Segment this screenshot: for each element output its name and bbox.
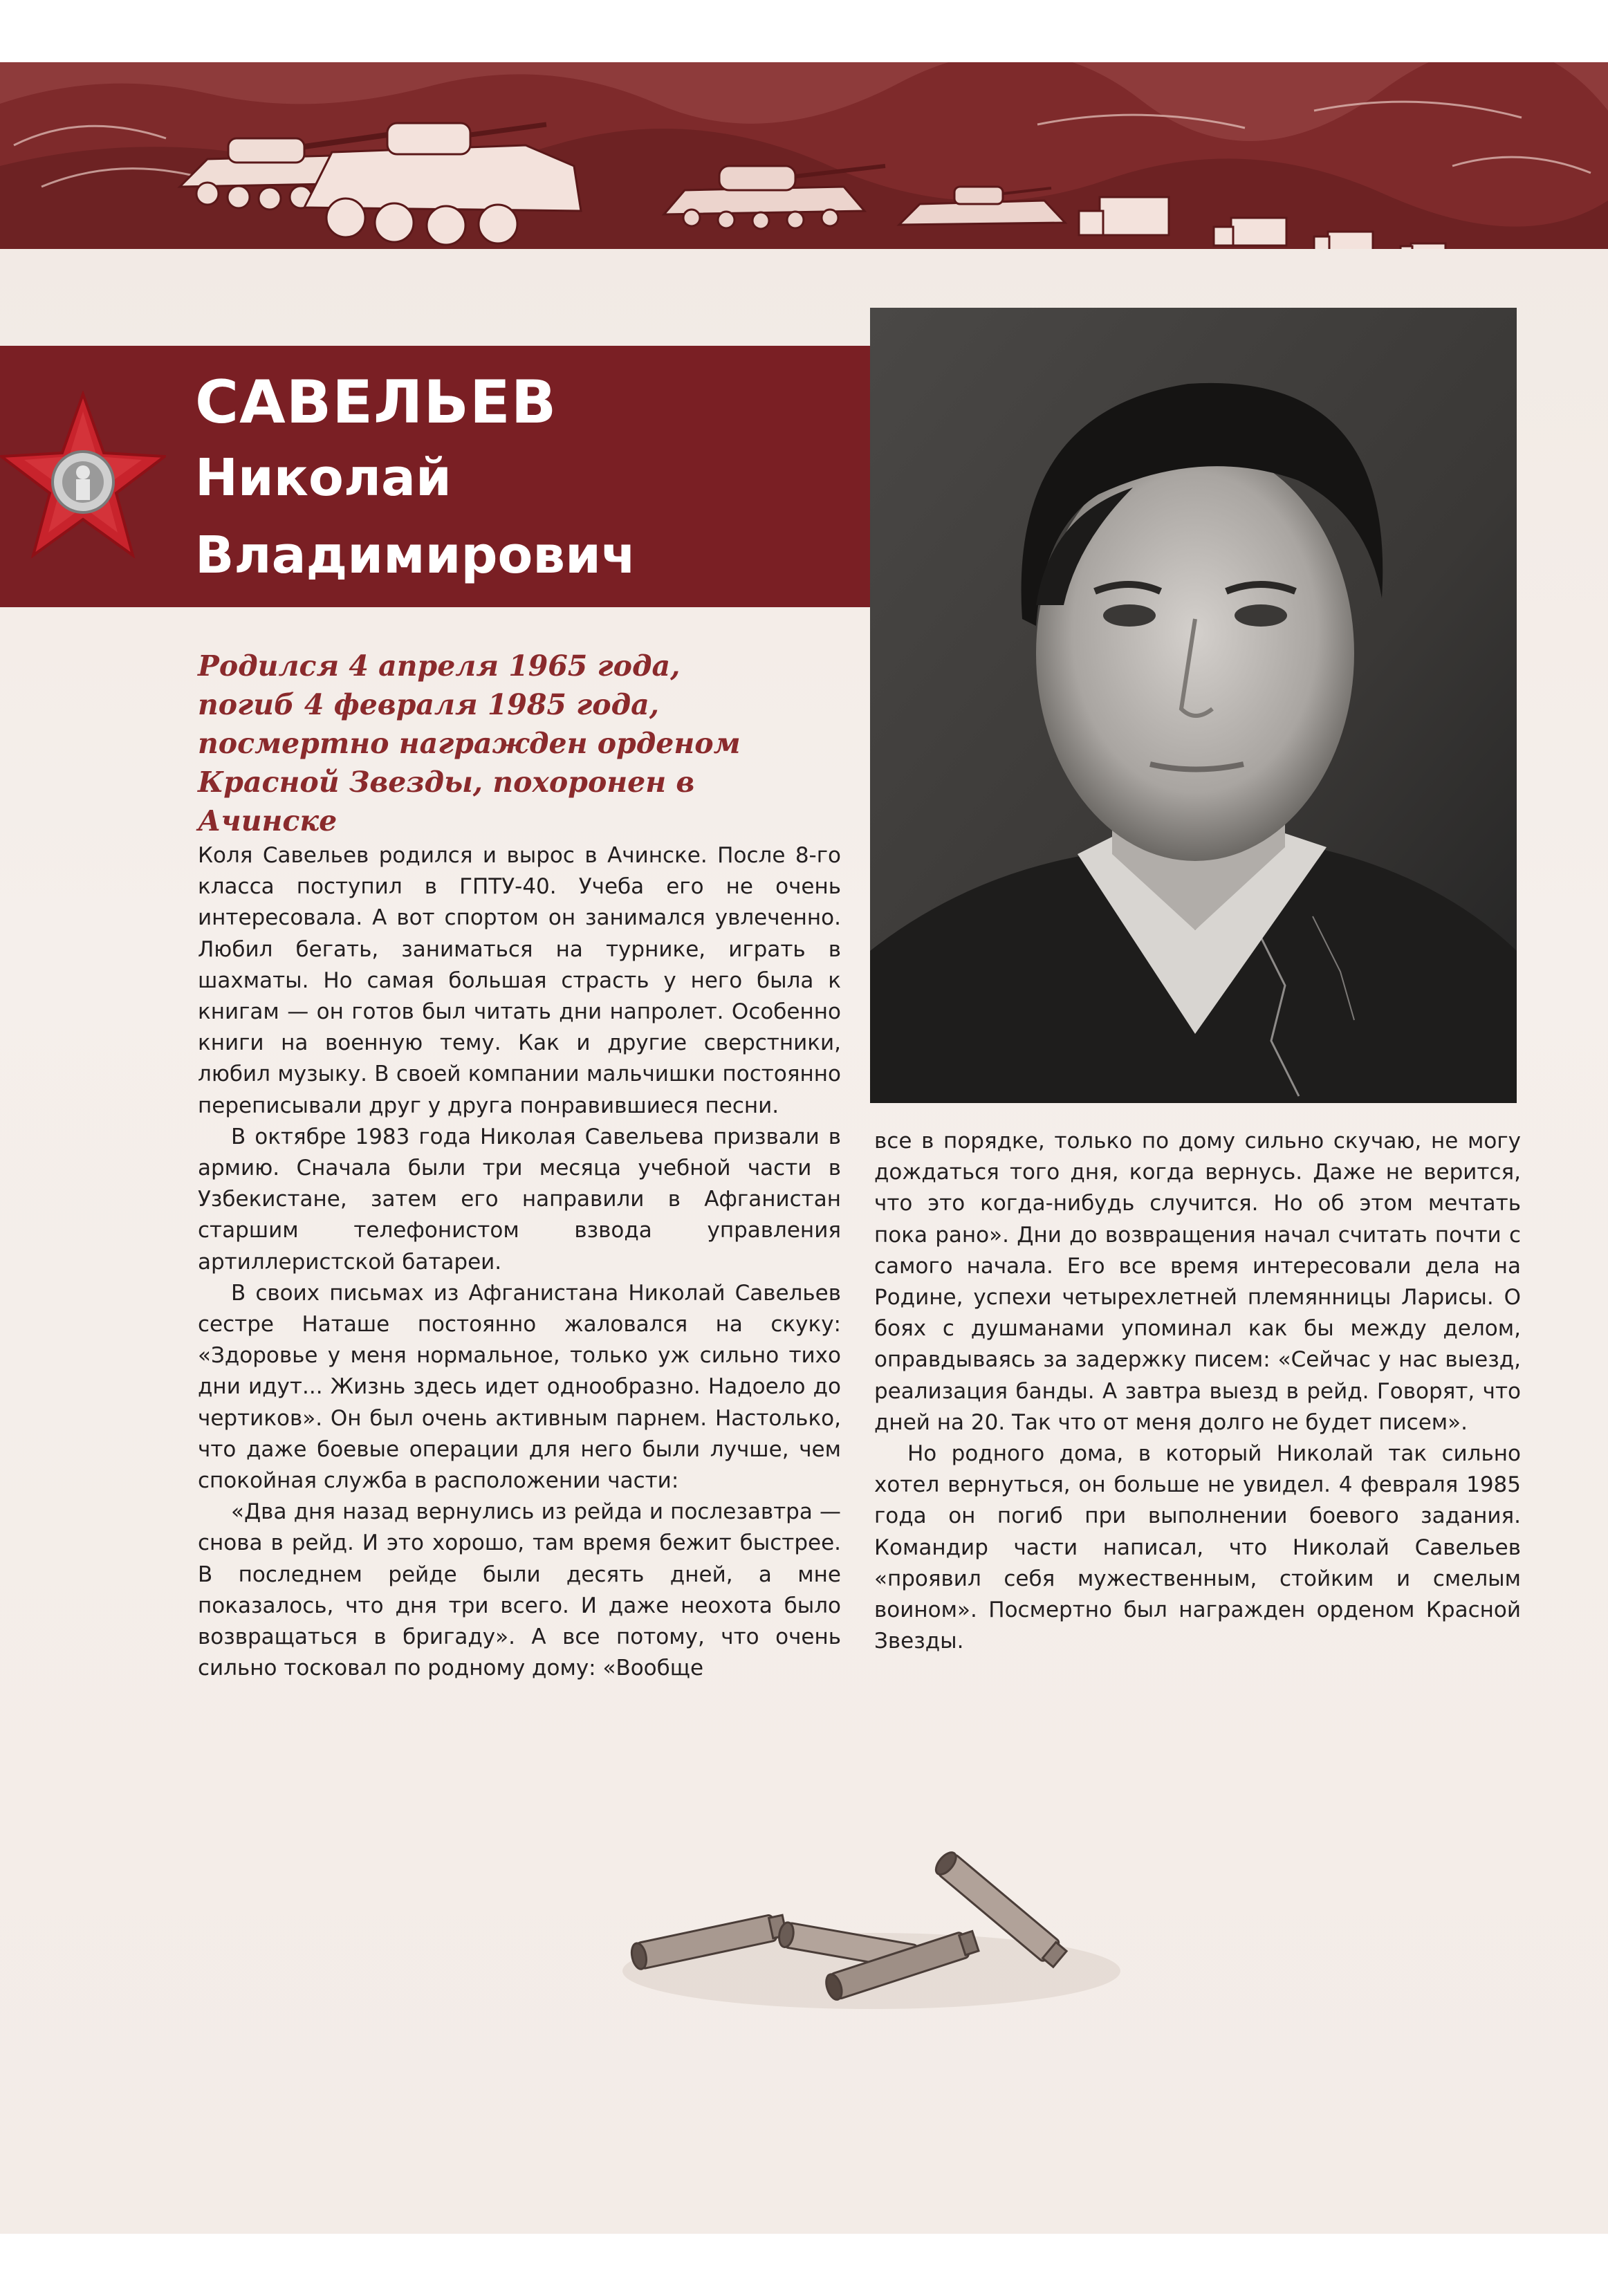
paragraph: все в порядке, только по дому сильно скучаю, не могу дождаться того дня, когда вернусь. Даже не верится, что это когда-нибудь случится. Но об этом мечтать пока рано». Дни до возвращения начал считать почти с самого начала. Его все время интересовали дела на Родине, успехи четырехлетней племянницы Ларисы. О боях с душманами упоминал как бы между делом, оправдываясь за задержку писем: «Сейчас у нас выезд, реализация банды. А завтра выезд в рейд. Говорят, что дней на 20. Так что от меня долго не будет писем». [874, 1129, 1521, 1435]
military-convoy-illustration [0, 62, 1608, 249]
paragraph: Но родного дома, в который Николай так сильно хотел вернуться, он больше не увидел. 4 февраля 1985 года он погиб при выполнении боевого задания. Командир части написал, что Николай Савельев «проявил себя мужественным, стойким и смелым воином». Посмертно был награжден орденом Красной Звезды. [874, 1441, 1521, 1654]
intro-line: погиб 4 февраля 1985 года, [198, 688, 659, 721]
first-name-heading: Николай [195, 448, 452, 508]
paragraph: В своих письмах из Афганистана Николай Савельев сестре Наташе постоянно жаловался на скуку: «Здоровье у меня нормальное, только уж сильно тихо дни идут... Жизнь здесь идет однообразно. Надоело до чертиков». Он был очень активным парнем. Настолько, что даже боевые операции для него были лучше, чем спокойная служба в расположении части: [198, 1280, 841, 1494]
article-column-right [874, 1126, 1521, 1657]
paragraph: «Два дня назад вернулись из рейда и послезавтра — снова в рейд. И это хорошо, там время бежит быстрее. В последнем рейде были десять дней, а мне показалось, что дня три всего. И даже неохота было возвращаться в бригаду». А все потому, что очень сильно тосковал по родному дому: «Вообще [198, 1499, 841, 1681]
patronymic-heading: Владимирович [195, 526, 636, 585]
intro-line: Родился 4 апреля 1965 года, [198, 649, 681, 683]
bullet-shells-illustration [595, 1826, 1120, 2033]
red-star-order-icon [0, 391, 166, 564]
paragraph: Коля Савельев родился и вырос в Ачинске. После 8-го класса поступил в ГПТУ-40. Учеба его не очень интересовала. А вот спортом он занимался увлеченно. Любил бегать, заниматься на турнике, играть в шахматы. Но самая большая страсть у него была к книгам — он готов был читать дни напролет. Особенно книги на военную тему. Как и другие сверстники, любил музыку. В своей компании мальчишки постоянно переписывали друг у друга понравившиеся песни. [198, 843, 841, 1118]
portrait-photo [870, 308, 1517, 1103]
header-banner [0, 62, 1608, 249]
intro-text [198, 647, 820, 840]
paragraph: В октябре 1983 года Николая Савельева призвали в армию. Сначала были три месяца учебной части в Узбекистане, затем его направили в Афганистан старшим телефонистом взвода управления артиллеристской батареи. [198, 1124, 841, 1275]
intro-line: Красной Звезды, похоронен в Ачинске [198, 766, 695, 837]
surname-heading: САВЕЛЬЕВ [195, 368, 557, 437]
article-column-left [198, 840, 841, 1684]
intro-line: посмертно награжден орденом [198, 727, 741, 760]
